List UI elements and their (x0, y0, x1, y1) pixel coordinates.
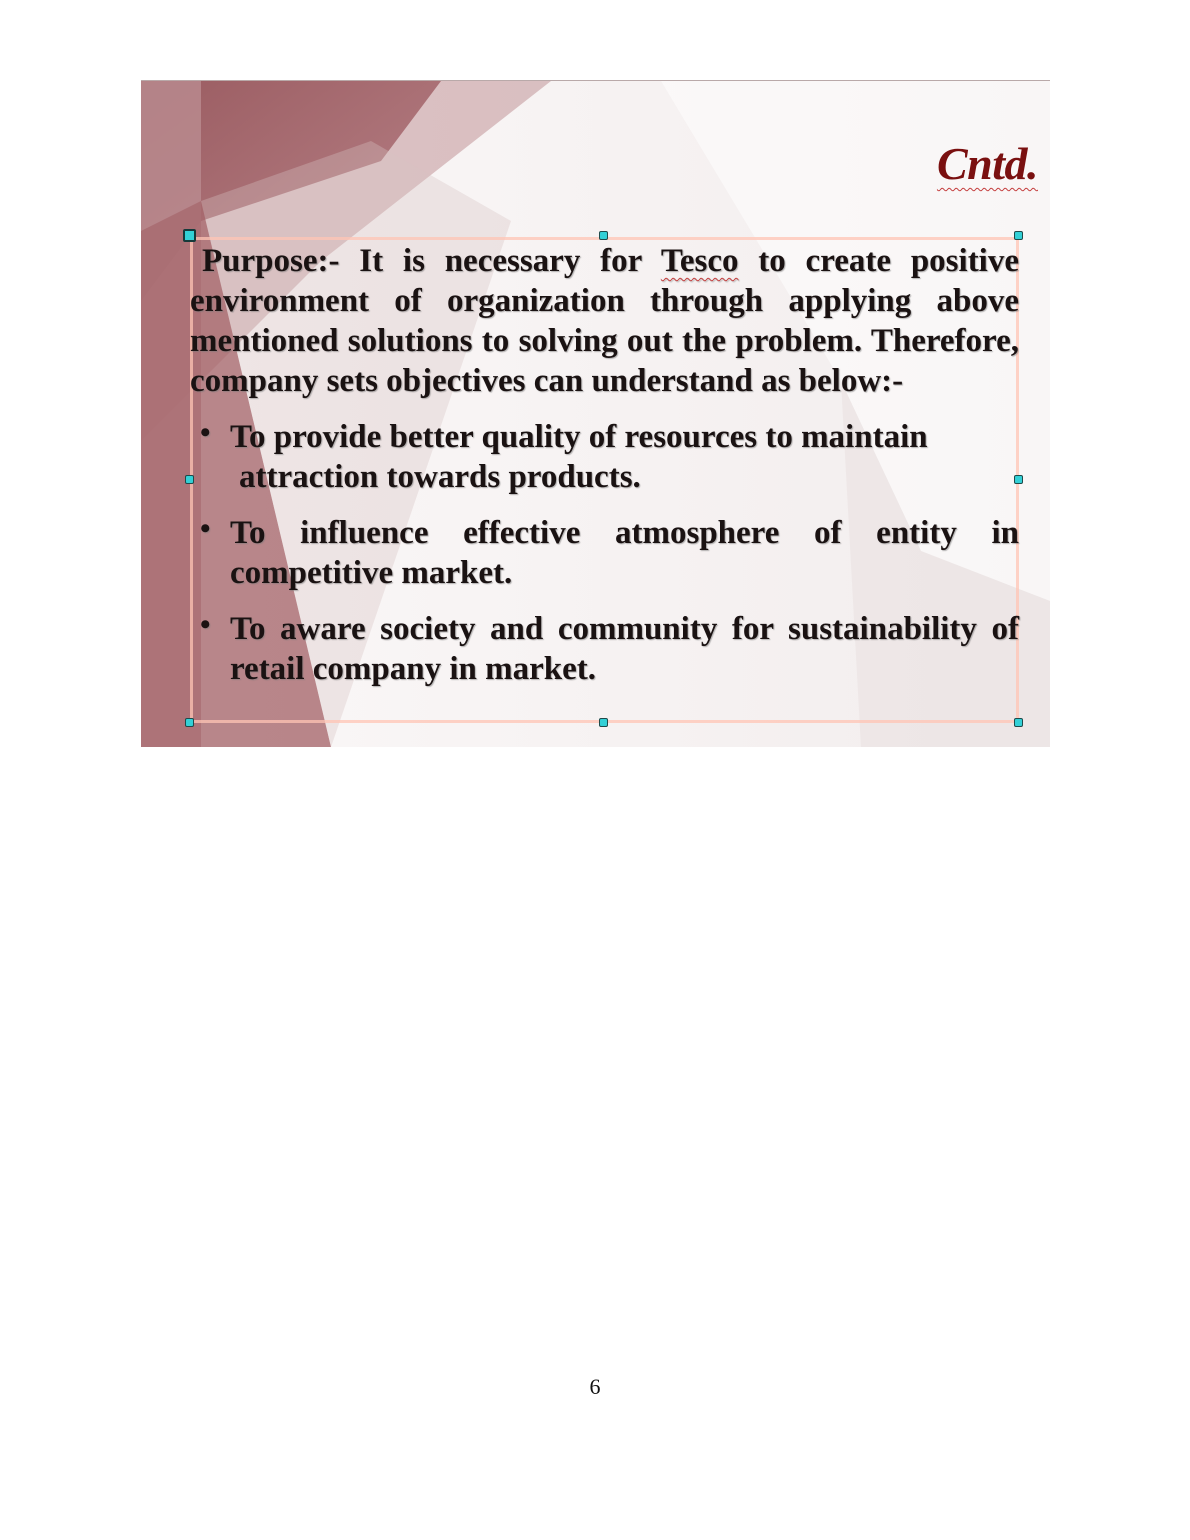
resize-handle-middle-left[interactable] (185, 475, 194, 484)
purpose-text-start: It is necessary for (359, 243, 661, 279)
resize-handle-bottom-left[interactable] (185, 718, 194, 727)
list-item (190, 609, 1019, 689)
page-number: 6 (589, 1374, 601, 1399)
text-box-content (190, 241, 1019, 705)
bullet-icon: • (200, 416, 211, 449)
resize-handle-top-center[interactable] (599, 231, 608, 240)
purpose-paragraph (190, 241, 1019, 401)
resize-handle-top-left[interactable] (183, 229, 196, 242)
resize-handle-top-right[interactable] (1014, 231, 1023, 240)
list-item-text-continued: attraction towards products. (239, 459, 641, 495)
list-item-text: To provide better quality of resources to maintain (230, 419, 928, 455)
list-item-text: To aware society and community for sustainability of retail company in market. (230, 611, 1019, 687)
resize-handle-bottom-right[interactable] (1014, 718, 1023, 727)
list-item (190, 513, 1019, 593)
resize-handle-middle-right[interactable] (1014, 475, 1023, 484)
slide-image (141, 80, 1050, 747)
bullet-icon: • (200, 608, 211, 641)
company-name: Tesco (660, 243, 739, 279)
purpose-label: Purpose:- (202, 243, 360, 279)
objectives-list (190, 417, 1019, 689)
list-item (190, 417, 1019, 497)
purpose-text-end: to create positive environment of organization through applying above mentioned solutions to solving out the problem. Therefore, company sets objectives can understand as below:- (190, 243, 1019, 399)
bullet-icon: • (200, 512, 211, 545)
slide-title: Cntd. (936, 138, 1038, 189)
list-item-text: To influence effective atmosphere of entity in competitive market. (230, 515, 1019, 591)
resize-handle-bottom-center[interactable] (599, 718, 608, 727)
